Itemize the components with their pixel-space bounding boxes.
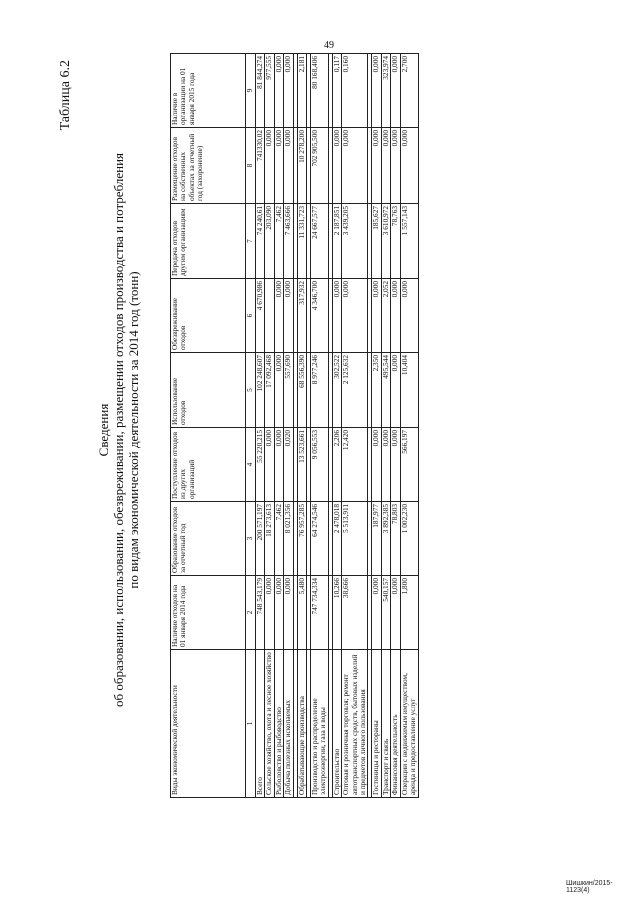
value-cell: 0,000 [342,279,368,353]
value-cell: 2,350 [372,353,381,428]
value-cell: 1,800 [400,576,418,650]
col-header-transferred: Передача отходов другим организациям [171,204,246,279]
column-number: 6 [246,279,256,353]
value-cell: 0,000 [284,279,293,353]
value-cell: 0,000 [284,576,293,650]
col-header-neutralized: Обезвреживание отходов [171,279,246,353]
table-row [284,54,293,798]
value-cell: 2,206 [332,428,341,502]
value-cell: 2 187,851 [332,204,341,279]
value-cell: 10 278,200 [297,128,306,204]
value-cell: 0,117 [332,54,341,128]
value-cell: 0,020 [284,428,293,502]
value-cell: 0,000 [274,576,283,650]
value-cell: 0,000 [332,279,341,353]
page-number: 49 [324,40,334,51]
value-cell: 4 346,700 [311,279,329,353]
value-cell: 81 844,274 [256,54,265,128]
title-line-1: Сведения [96,403,111,457]
value-cell: 0,000 [391,428,400,502]
activity-cell: Добыча полезных ископаемых [284,650,293,798]
table-row [391,54,400,798]
value-cell: 12,420 [342,428,368,502]
value-cell: 1 557,143 [400,204,418,279]
value-cell: 748 543,179 [256,576,265,650]
value-cell: 0,000 [284,128,293,204]
value-cell: 24 667,577 [311,204,329,279]
value-cell: 323,974 [381,54,390,128]
value-cell: 7 463,666 [284,204,293,279]
value-cell: 0,000 [274,128,283,204]
value-cell: 10,404 [400,353,418,428]
value-cell: 566,197 [400,428,418,502]
value-cell: 747 734,334 [311,576,329,650]
value-cell: 557,690 [284,353,293,428]
column-number: 2 [246,576,256,650]
rotated-sheet [52,50,522,810]
value-cell: 7,462 [274,502,283,576]
value-cell: 702 905,500 [311,128,329,204]
value-cell: 495,544 [381,353,390,428]
value-cell: 0,000 [265,428,274,502]
value-cell: 0,000 [391,353,400,428]
activity-cell: Обрабатывающие производства [297,650,306,798]
activity-cell: Строительство [332,650,341,798]
value-cell: 741330,02 [256,128,265,204]
value-cell: 0,000 [391,576,400,650]
document-stamp: Шишкин/2015-1123(4) [566,880,613,894]
value-cell: 0,000 [274,279,283,353]
value-cell: 2,700 [400,54,418,128]
value-cell: 0,000 [372,54,381,128]
value-cell: 0,000 [391,128,400,204]
value-cell: 17 092,468 [265,353,274,428]
value-cell: 0,000 [372,128,381,204]
activity-cell: Транспорт и связь [381,650,390,798]
value-cell: 2 478,018 [332,502,341,576]
col-header-generated: Образование отходов за отчетный год [171,502,246,576]
column-number: 1 [246,650,256,798]
value-cell: 0,000 [265,128,274,204]
value-cell: 11 331,723 [297,204,306,279]
value-cell: 38,666 [342,576,368,650]
value-cell: 0,000 [274,428,283,502]
value-cell: 18 273,613 [265,502,274,576]
column-number-row [246,54,256,798]
value-cell: 977,555 [265,54,274,128]
value-cell: 0,000 [265,576,274,650]
col-header-stock-2015: Наличие в организации на 01 января 2015 года [171,54,246,128]
value-cell: 68 556,390 [297,353,306,428]
table-row [400,54,418,798]
table-row [265,54,274,798]
value-cell: 0,000 [381,428,390,502]
value-cell: 1 002,230 [400,502,418,576]
value-cell [265,279,274,353]
activity-cell: Всего [256,650,265,798]
activity-cell: Рыболовство и рыбоводство [274,650,283,798]
value-cell: 13 523,661 [297,428,306,502]
value-cell: 203,090 [265,204,274,279]
value-cell: 7,462 [274,204,283,279]
column-number: 5 [246,353,256,428]
value-cell: 185,627 [372,204,381,279]
value-cell: 5,480 [297,576,306,650]
value-cell: 540,157 [381,576,390,650]
activity-cell: Финансовая деятельность [391,650,400,798]
value-cell: 64 274,546 [311,502,329,576]
column-number: 3 [246,502,256,576]
title-line-2: об образовании, использовании, обезвреживании, размещении отходов производства и потребления [111,152,126,708]
value-cell: 8 977,246 [311,353,329,428]
value-cell: 0,000 [391,279,400,353]
value-cell: 0,000 [391,54,400,128]
value-cell: 2,181 [297,54,306,128]
value-cell: 3 610,972 [381,204,390,279]
table-row [311,54,329,798]
value-cell: 2 125,632 [342,353,368,428]
activity-cell: Операции с недвижимым имуществом, аренда и предоставление услуг [400,650,418,798]
table-number: Таблица 6.2 [58,60,73,131]
value-cell: 0,000 [372,428,381,502]
value-cell: 0,000 [381,128,390,204]
title-line-3: по видам экономической деятельности за 2014 год (тонн) [126,271,141,589]
header-row [171,54,246,798]
col-header-activity: Виды экономической деятельности [171,650,246,798]
table-row [381,54,390,798]
value-cell: 0,000 [274,353,283,428]
value-cell: 0,000 [400,128,418,204]
value-cell: 0,000 [274,54,283,128]
column-number: 9 [246,54,256,128]
column-number: 4 [246,428,256,502]
value-cell: 0,000 [400,279,418,353]
value-cell: 80 168,406 [311,54,329,128]
value-cell: 74 240,61 [256,204,265,279]
waste-table [170,53,419,798]
activity-cell: Оптовая и розничная торговля; ремонт автотранспортных средств, бытовых изделий и предметов личного пользования [342,650,368,798]
value-cell: 0,000 [372,576,381,650]
value-cell: 0,000 [284,54,293,128]
column-number: 8 [246,128,256,204]
table-row [297,54,306,798]
table-row [372,54,381,798]
value-cell: 9 056,553 [311,428,329,502]
value-cell: 5 513,911 [342,502,368,576]
value-cell: 8 021,356 [284,502,293,576]
value-cell: 3 892,385 [381,502,390,576]
value-cell: 55 220,215 [256,428,265,502]
col-header-used: Использование отходов [171,353,246,428]
value-cell: 78,763 [391,204,400,279]
value-cell: 0,000 [372,279,381,353]
value-cell: 3 439,205 [342,204,368,279]
value-cell: 0,160 [342,54,368,128]
value-cell: 10,266 [332,576,341,650]
value-cell: 2,052 [381,279,390,353]
col-header-received: Поступление отходов из других организаций [171,428,246,502]
value-cell: 102 248,607 [256,353,265,428]
activity-cell: Производство и распределение электроэнергии, газа и воды [311,650,329,798]
table-title [96,50,141,810]
table-row [342,54,368,798]
value-cell: 302,522 [332,353,341,428]
col-header-placed: Размещение отходов на собственных объектах за отчетный год (захоронение) [171,128,246,204]
value-cell: 78,803 [391,502,400,576]
value-cell: 187,977 [372,502,381,576]
value-cell: 0,000 [332,128,341,204]
column-number: 7 [246,204,256,279]
activity-cell: Гостиницы и рестораны [372,650,381,798]
value-cell: 317,932 [297,279,306,353]
value-cell: 76 957,285 [297,502,306,576]
value-cell: 4 670,986 [256,279,265,353]
col-header-stock-2014: Наличие отходов на 01 января 2014 года [171,576,246,650]
table-row [274,54,283,798]
value-cell: 0,000 [342,128,368,204]
activity-cell: Сельское хозяйство, охота и лесное хозяйство [265,650,274,798]
value-cell: 200 571,197 [256,502,265,576]
